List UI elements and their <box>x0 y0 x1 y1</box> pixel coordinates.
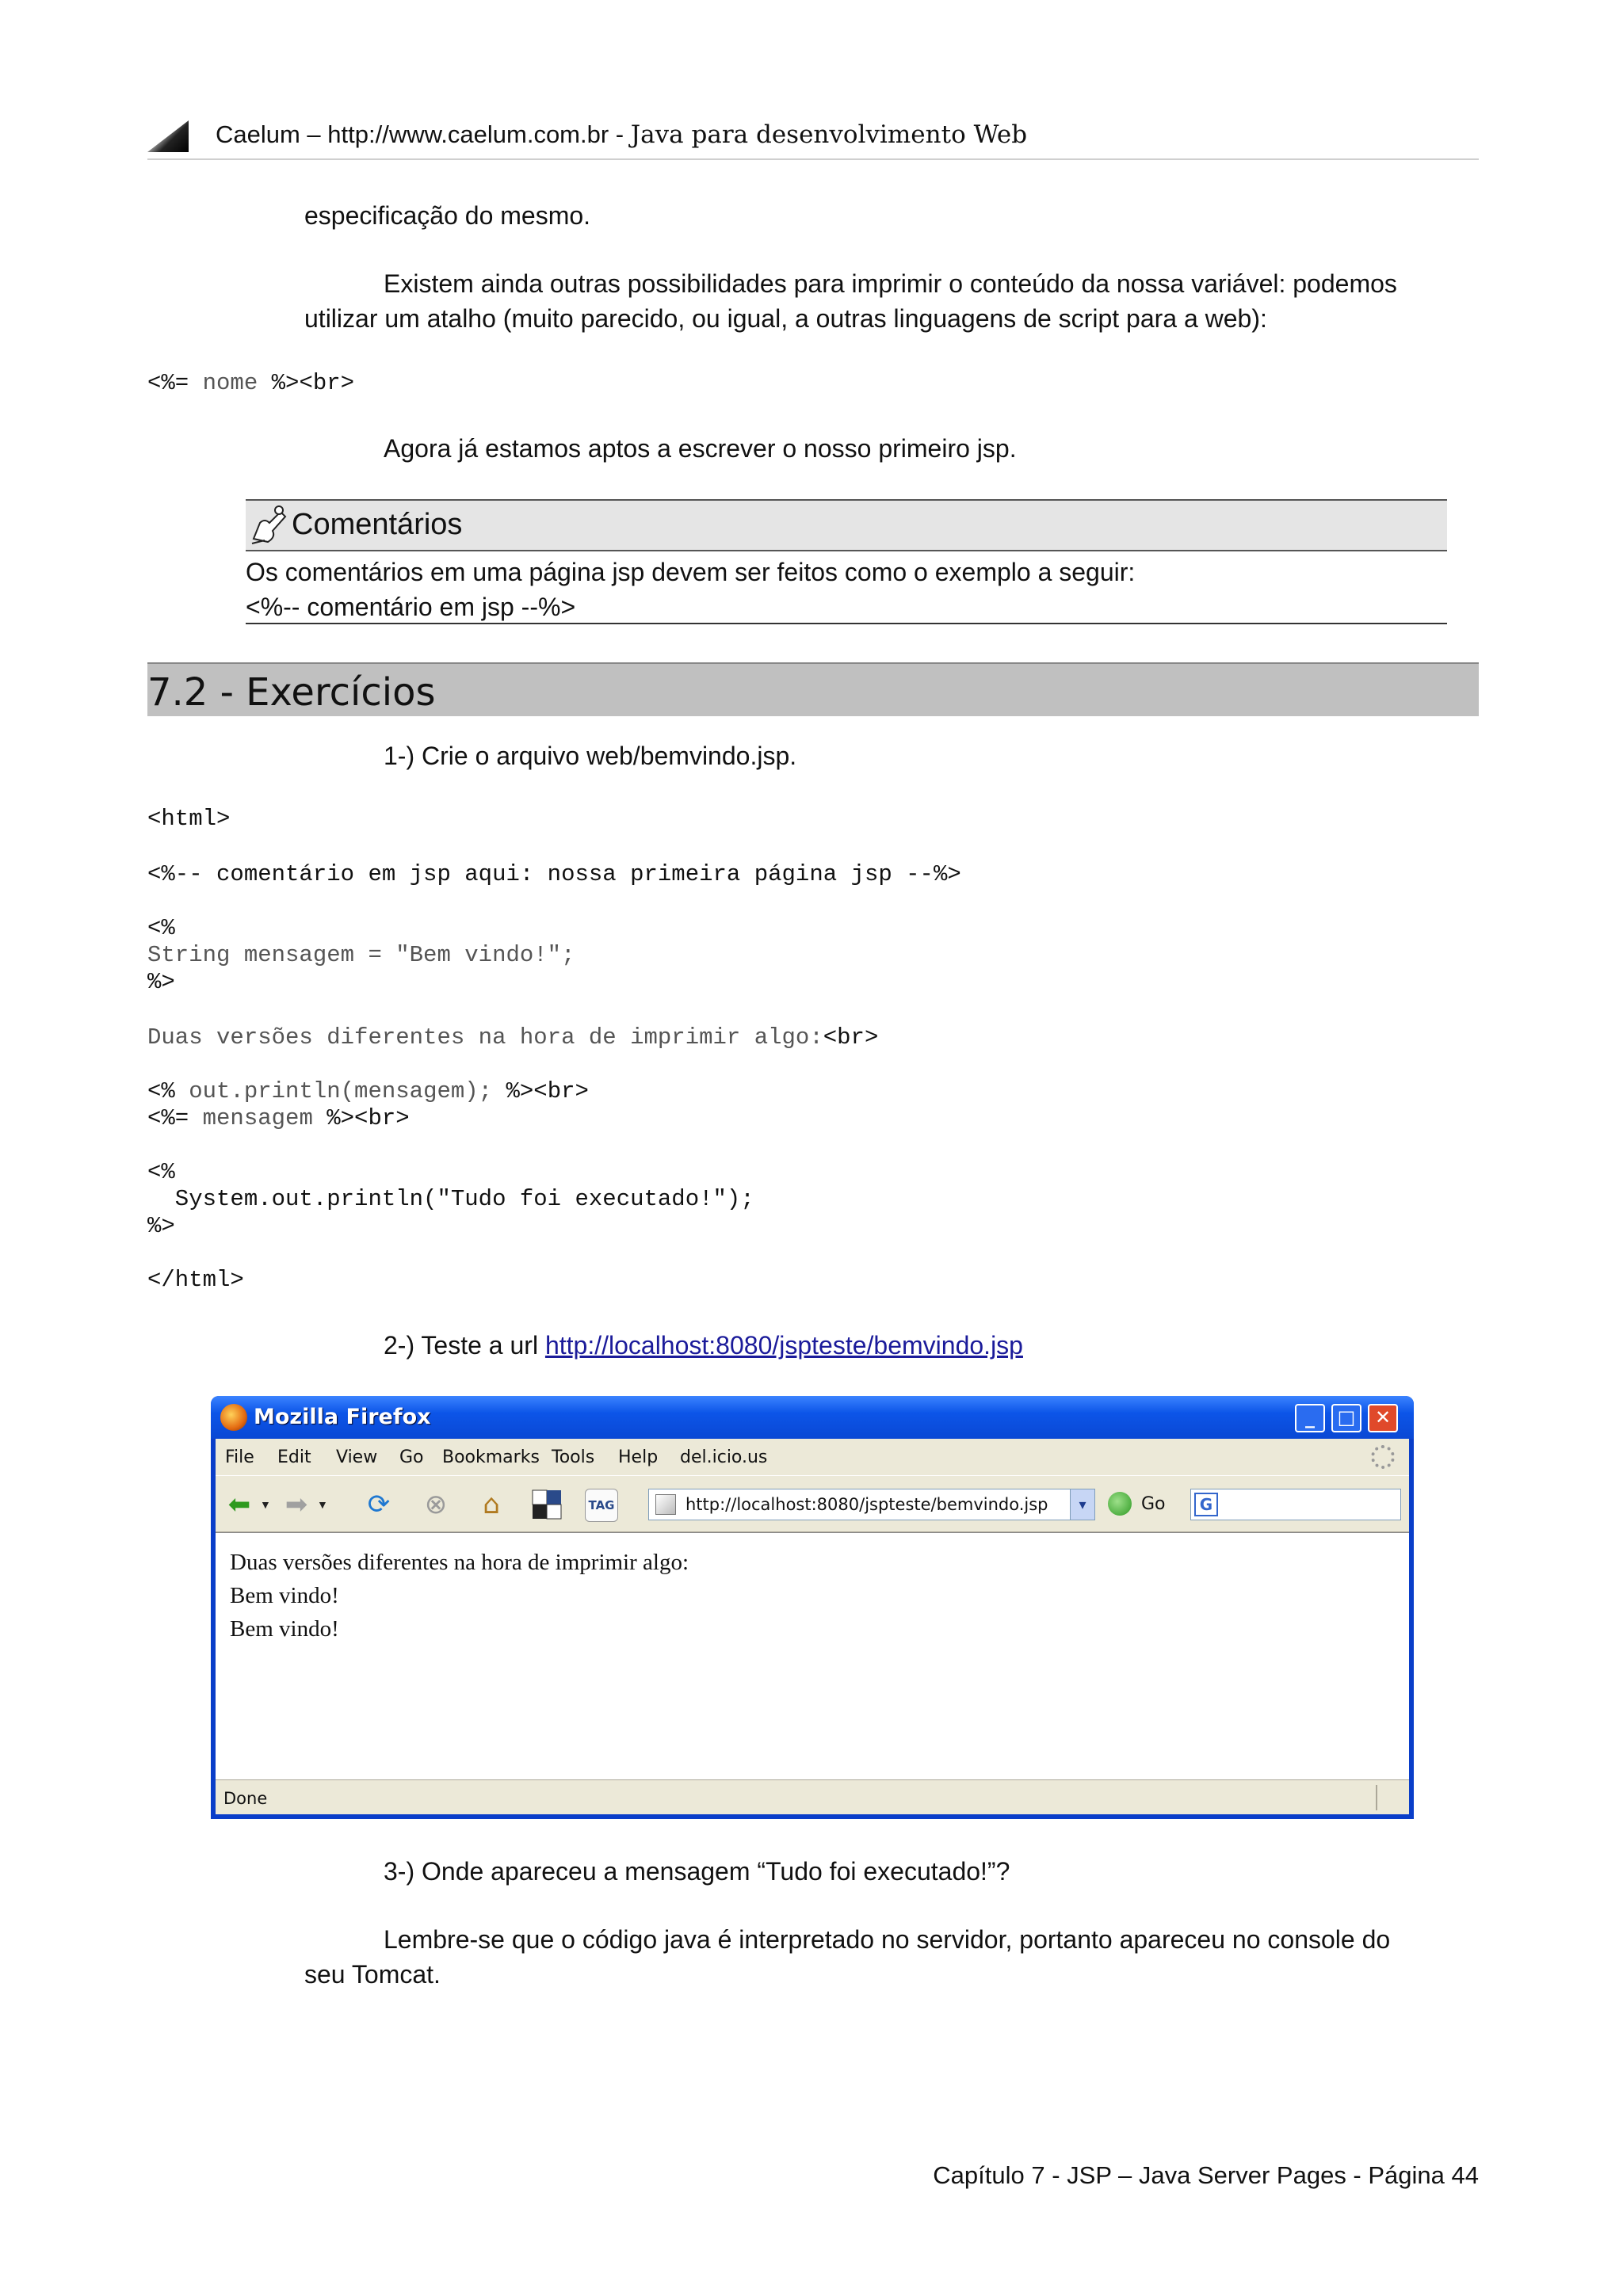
google-search-icon[interactable]: G <box>1194 1493 1218 1516</box>
comments-box-title: Comentários <box>292 508 463 541</box>
exercise2-prefix: 2-) Teste a url <box>384 1331 545 1360</box>
menu-file[interactable]: File <box>225 1447 254 1467</box>
code-line-11: %> <box>147 1213 175 1239</box>
code-close-tag: %><br> <box>271 370 355 396</box>
code-line-7-open: <% <box>147 1078 175 1104</box>
shortcut-code <box>147 369 354 397</box>
intro-line: especificação do mesmo. <box>304 201 591 230</box>
tag-icon[interactable]: TAG <box>585 1489 618 1522</box>
comments-box-header <box>246 499 1447 551</box>
menu-edit[interactable]: Edit <box>277 1447 311 1467</box>
intro-paragraph-line1: Existem ainda outras possibilidades para imprimir o conteúdo da nossa variável: podemos <box>384 269 1397 298</box>
search-box[interactable] <box>1190 1489 1401 1520</box>
go-arrow-icon[interactable] <box>1108 1492 1132 1516</box>
status-bar <box>216 1779 1409 1815</box>
forward-dropdown-icon[interactable]: ▼ <box>317 1498 328 1511</box>
header-text <box>216 117 1027 152</box>
code-line-8-open: <%= <box>147 1105 189 1131</box>
navigation-toolbar <box>216 1475 1409 1532</box>
code-line-3: <% <box>147 915 175 941</box>
header-site: Caelum – http://www.caelum.com.br - <box>216 120 631 148</box>
code-line-6 <box>147 1024 878 1051</box>
back-icon[interactable]: ⬅ <box>227 1489 251 1520</box>
firefox-icon <box>220 1404 247 1431</box>
code-line-4 <box>147 941 575 969</box>
menu-bar <box>216 1439 1409 1475</box>
minimize-button[interactable]: _ <box>1295 1404 1325 1432</box>
exercise2-url-link[interactable]: http://localhost:8080/jspteste/bemvindo.jsp <box>544 1331 1023 1360</box>
menu-bookmarks[interactable]: Bookmarks <box>442 1447 540 1467</box>
comments-box-line1: Os comentários em uma página jsp devem ser feitos como o exemplo a seguir: <box>246 558 1136 586</box>
code-line-7 <box>147 1077 589 1105</box>
close-button[interactable]: ✕ <box>1368 1404 1398 1432</box>
window-body <box>216 1439 1409 1814</box>
content-line-1: Duas versões diferentes na hora de imprimir algo: <box>230 1550 689 1575</box>
code-line-2: <%-- comentário em jsp aqui: nossa primeira página jsp --%> <box>147 861 961 887</box>
exercise3-answer-line1: Lembre-se que o código java é interpretado no servidor, portanto apareceu no console do <box>384 1925 1391 1954</box>
exercise3-answer-line2: seu Tomcat. <box>304 1960 441 1989</box>
exercise2-text <box>384 1328 1023 1363</box>
exercise1-text: 1-) Crie o arquivo web/bemvindo.jsp. <box>384 742 797 770</box>
code-line-6-tag: <br> <box>823 1024 879 1051</box>
content-line-3: Bem vindo! <box>230 1616 339 1642</box>
content-line-2: Bem vindo! <box>230 1583 339 1608</box>
pencil-note-icon <box>249 504 288 547</box>
address-bar[interactable] <box>648 1489 1095 1520</box>
code-line-8-close: %><br> <box>327 1105 410 1131</box>
code-line-8 <box>147 1104 410 1132</box>
intro-paragraph3: Agora já estamos aptos a escrever o nosso primeiro jsp. <box>384 434 1017 463</box>
code-line-6-text: Duas versões diferentes na hora de imprimir algo: <box>147 1024 823 1051</box>
window-title: Mozilla Firefox <box>254 1405 431 1429</box>
menu-view[interactable]: View <box>336 1447 378 1467</box>
section-heading <box>147 662 1479 716</box>
address-text: http://localhost:8080/jspteste/bemvindo.jsp <box>685 1495 1048 1514</box>
code-open-tag: <%= <box>147 370 189 396</box>
code-line-1: <html> <box>147 806 231 832</box>
page-favicon-icon <box>655 1494 676 1515</box>
status-text: Done <box>223 1789 268 1808</box>
code-line-4-text: String mensagem = "Bem vindo!"; <box>147 942 575 968</box>
page-footer: Capítulo 7 - JSP – Java Server Pages - Página 44 <box>933 2161 1479 2189</box>
comments-box-divider <box>246 623 1447 624</box>
menu-go[interactable]: Go <box>399 1447 424 1467</box>
page-header <box>147 117 1479 160</box>
code-line-10: System.out.println("Tudo foi executado!"); <box>147 1186 754 1212</box>
back-dropdown-icon[interactable]: ▼ <box>260 1498 271 1511</box>
status-separator <box>1376 1785 1377 1810</box>
exercise3-question: 3-) Onde apareceu a mensagem “Tudo foi executado!”? <box>384 1857 1010 1886</box>
bookmark-square-icon[interactable] <box>529 1489 564 1520</box>
menu-tools[interactable]: Tools <box>552 1447 595 1467</box>
home-icon[interactable]: ⌂ <box>483 1489 500 1520</box>
address-dropdown-icon[interactable]: ▾ <box>1070 1489 1094 1520</box>
maximize-button[interactable]: □ <box>1331 1404 1361 1432</box>
throbber-icon <box>1371 1445 1395 1469</box>
window-titlebar <box>211 1396 1414 1439</box>
code-line-7-close: %><br> <box>506 1078 589 1104</box>
code-line-7-text: out.println(mensagem); <box>174 1078 506 1104</box>
intro-paragraph-line2: utilizar um atalho (muito parecido, ou igual, a outras linguagens de script para a web): <box>304 304 1267 333</box>
comments-box-line2: <%-- comentário em jsp --%> <box>246 593 576 621</box>
page-content <box>216 1532 1409 1780</box>
stop-icon[interactable]: ⊗ <box>424 1489 448 1520</box>
firefox-window <box>211 1396 1414 1819</box>
code-line-12: </html> <box>147 1267 244 1293</box>
code-line-8-text: mensagem <box>189 1105 327 1131</box>
forward-icon[interactable]: ➡ <box>285 1489 308 1520</box>
code-line-9: <% <box>147 1159 175 1185</box>
caelum-logo-icon <box>147 120 189 152</box>
reload-icon[interactable]: ⟳ <box>367 1489 391 1520</box>
page-content-text <box>230 1546 689 1646</box>
menu-delicious[interactable]: del.icio.us <box>680 1447 768 1467</box>
code-variable: nome <box>189 370 272 396</box>
code-line-5: %> <box>147 969 175 995</box>
section-title: 7.2 - Exercícios <box>147 670 436 715</box>
go-button[interactable]: Go <box>1141 1494 1166 1514</box>
menu-help[interactable]: Help <box>618 1447 659 1467</box>
header-subtitle: Java para desenvolvimento Web <box>630 120 1028 149</box>
